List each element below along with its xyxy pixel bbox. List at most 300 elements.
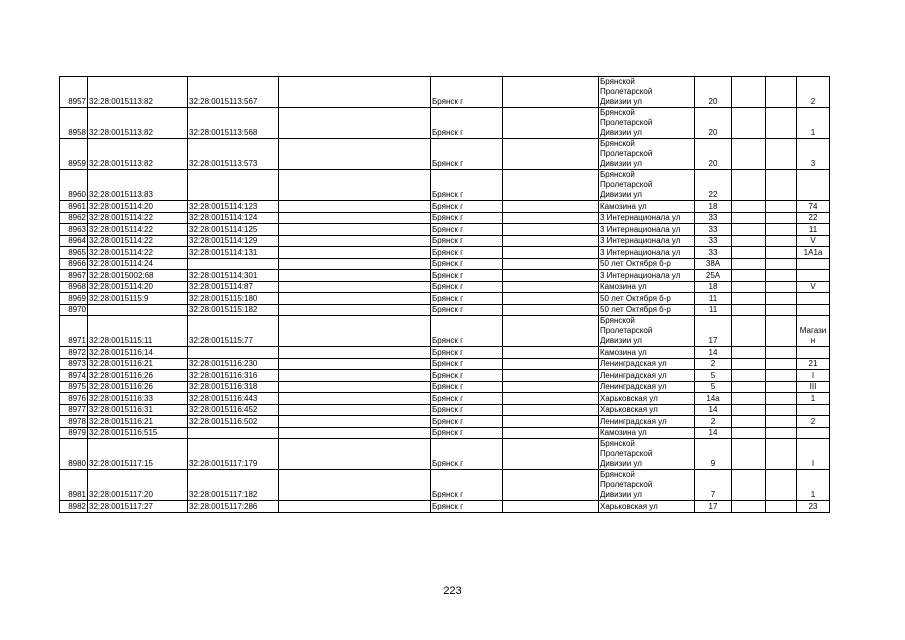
land-cadastral-cell: 32:28:0015117:15 xyxy=(88,439,188,470)
empty-cell-3 xyxy=(732,404,766,416)
street-cell: Харьковская ул xyxy=(599,393,695,405)
empty-cell-2 xyxy=(503,427,599,439)
apartment-cell: 1 xyxy=(797,393,830,405)
empty-cell-4 xyxy=(766,304,797,316)
street-cell: Харьковская ул xyxy=(599,404,695,416)
table-row xyxy=(60,224,830,236)
street-cell: Ленинградская ул xyxy=(599,358,695,370)
row-number-cell: 8980 xyxy=(60,439,88,470)
empty-cell-1 xyxy=(279,281,431,293)
row-number-cell: 8982 xyxy=(60,501,88,513)
object-cadastral-cell: 32:28:0015114:87 xyxy=(188,281,279,293)
street-cell: 50 лет Октября б-р xyxy=(599,293,695,305)
street-cell: 3 Интернационала ул xyxy=(599,224,695,236)
apartment-cell: 11 xyxy=(797,224,830,236)
empty-cell-3 xyxy=(732,212,766,224)
object-cadastral-cell: 32:28:0015114:131 xyxy=(188,247,279,259)
apartment-cell xyxy=(797,304,830,316)
street-cell: 3 Интернационала ул xyxy=(599,235,695,247)
city-cell: Брянск г xyxy=(431,393,503,405)
empty-cell-1 xyxy=(279,108,431,139)
empty-cell-2 xyxy=(503,170,599,201)
row-number-cell: 8979 xyxy=(60,427,88,439)
house-number-cell: 18 xyxy=(695,201,732,213)
table-row xyxy=(60,427,830,439)
empty-cell-4 xyxy=(766,170,797,201)
empty-cell-4 xyxy=(766,77,797,108)
empty-cell-4 xyxy=(766,316,797,347)
house-number-cell: 2 xyxy=(695,416,732,428)
empty-cell-2 xyxy=(503,358,599,370)
street-cell: Ленинградская ул xyxy=(599,381,695,393)
city-cell: Брянск г xyxy=(431,247,503,259)
table-row xyxy=(60,358,830,370)
land-cadastral-cell: 32:28:0015114:20 xyxy=(88,201,188,213)
empty-cell-1 xyxy=(279,470,431,501)
apartment-cell xyxy=(797,347,830,359)
land-cadastral-cell: 32:28:0015116:26 xyxy=(88,381,188,393)
empty-cell-4 xyxy=(766,235,797,247)
street-cell: Камозина ул xyxy=(599,347,695,359)
land-cadastral-cell: 32:28:0015113:82 xyxy=(88,108,188,139)
land-cadastral-cell: 32:28:0015113:82 xyxy=(88,139,188,170)
empty-cell-3 xyxy=(732,293,766,305)
city-cell: Брянск г xyxy=(431,347,503,359)
empty-cell-1 xyxy=(279,370,431,382)
object-cadastral-cell: 32:28:0015117:182 xyxy=(188,470,279,501)
object-cadastral-cell: 32:28:0015115:180 xyxy=(188,293,279,305)
empty-cell-1 xyxy=(279,235,431,247)
object-cadastral-cell: 32:28:0015116:502 xyxy=(188,416,279,428)
city-cell: Брянск г xyxy=(431,293,503,305)
empty-cell-1 xyxy=(279,501,431,513)
empty-cell-3 xyxy=(732,170,766,201)
row-number-cell: 8976 xyxy=(60,393,88,405)
apartment-cell: 74 xyxy=(797,201,830,213)
house-number-cell: 5 xyxy=(695,381,732,393)
table-row xyxy=(60,293,830,305)
row-number-cell: 8958 xyxy=(60,108,88,139)
empty-cell-2 xyxy=(503,304,599,316)
empty-cell-4 xyxy=(766,393,797,405)
street-cell: Брянской Пролетарской Дивизии ул xyxy=(599,170,695,201)
table-row xyxy=(60,501,830,513)
house-number-cell: 14 xyxy=(695,404,732,416)
house-number-cell: 7 xyxy=(695,470,732,501)
city-cell: Брянск г xyxy=(431,235,503,247)
land-cadastral-cell: 32:28:0015114:22 xyxy=(88,235,188,247)
empty-cell-4 xyxy=(766,270,797,282)
object-cadastral-cell: 32:28:0015116:316 xyxy=(188,370,279,382)
empty-cell-2 xyxy=(503,212,599,224)
object-cadastral-cell: 32:28:0015114:301 xyxy=(188,270,279,282)
empty-cell-1 xyxy=(279,316,431,347)
empty-cell-3 xyxy=(732,235,766,247)
table-row xyxy=(60,416,830,428)
object-cadastral-cell: 32:28:0015116:452 xyxy=(188,404,279,416)
empty-cell-4 xyxy=(766,501,797,513)
apartment-cell: I xyxy=(797,439,830,470)
city-cell: Брянск г xyxy=(431,108,503,139)
empty-cell-2 xyxy=(503,381,599,393)
object-cadastral-cell: 32:28:0015114:129 xyxy=(188,235,279,247)
table-row xyxy=(60,470,830,501)
land-cadastral-cell: 32:28:0015116:21 xyxy=(88,416,188,428)
street-cell: Ленинградская ул xyxy=(599,370,695,382)
apartment-cell: 23 xyxy=(797,501,830,513)
city-cell: Брянск г xyxy=(431,258,503,270)
house-number-cell: 20 xyxy=(695,108,732,139)
page-number: 223 xyxy=(443,585,462,597)
table-row xyxy=(60,439,830,470)
house-number-cell: 14 xyxy=(695,427,732,439)
table-row xyxy=(60,139,830,170)
street-cell: Брянской Пролетарской Дивизии ул xyxy=(599,139,695,170)
empty-cell-4 xyxy=(766,470,797,501)
street-cell: Брянской Пролетарской Дивизии ул xyxy=(599,470,695,501)
empty-cell-4 xyxy=(766,416,797,428)
empty-cell-1 xyxy=(279,416,431,428)
empty-cell-4 xyxy=(766,281,797,293)
empty-cell-2 xyxy=(503,501,599,513)
empty-cell-4 xyxy=(766,358,797,370)
land-cadastral-cell: 32:28:0015116:21 xyxy=(88,358,188,370)
empty-cell-3 xyxy=(732,416,766,428)
empty-cell-3 xyxy=(732,139,766,170)
city-cell: Брянск г xyxy=(431,370,503,382)
apartment-cell: 3 xyxy=(797,139,830,170)
empty-cell-4 xyxy=(766,201,797,213)
street-cell: Камозина ул xyxy=(599,201,695,213)
house-number-cell: 2 xyxy=(695,358,732,370)
city-cell: Брянск г xyxy=(431,416,503,428)
land-cadastral-cell: 32:28:0015116:31 xyxy=(88,404,188,416)
apartment-cell: V xyxy=(797,281,830,293)
object-cadastral-cell: 32:28:0015114:124 xyxy=(188,212,279,224)
empty-cell-3 xyxy=(732,370,766,382)
row-number-cell: 8972 xyxy=(60,347,88,359)
house-number-cell: 18 xyxy=(695,281,732,293)
land-cadastral-cell: 32:28:0015114:22 xyxy=(88,224,188,236)
street-cell: 50 лет Октября б-р xyxy=(599,258,695,270)
table-row xyxy=(60,258,830,270)
land-cadastral-cell: 32:28:0015002:68 xyxy=(88,270,188,282)
row-number-cell: 8973 xyxy=(60,358,88,370)
row-number-cell: 8971 xyxy=(60,316,88,347)
empty-cell-1 xyxy=(279,139,431,170)
city-cell: Брянск г xyxy=(431,381,503,393)
street-cell: 3 Интернационала ул xyxy=(599,212,695,224)
apartment-cell xyxy=(797,427,830,439)
house-number-cell: 14 xyxy=(695,347,732,359)
empty-cell-1 xyxy=(279,347,431,359)
empty-cell-1 xyxy=(279,427,431,439)
row-number-cell: 8966 xyxy=(60,258,88,270)
apartment-cell: I xyxy=(797,370,830,382)
land-cadastral-cell: 32:28:0015117:27 xyxy=(88,501,188,513)
empty-cell-4 xyxy=(766,439,797,470)
land-cadastral-cell: 32:28:0015115:11 xyxy=(88,316,188,347)
apartment-cell: 1 xyxy=(797,470,830,501)
apartment-cell: 22 xyxy=(797,212,830,224)
apartment-cell: III xyxy=(797,381,830,393)
row-number-cell: 8977 xyxy=(60,404,88,416)
table-row xyxy=(60,304,830,316)
row-number-cell: 8968 xyxy=(60,281,88,293)
row-number-cell: 8981 xyxy=(60,470,88,501)
house-number-cell: 33 xyxy=(695,212,732,224)
land-cadastral-cell: 32:28:0015116:26 xyxy=(88,370,188,382)
empty-cell-2 xyxy=(503,370,599,382)
empty-cell-1 xyxy=(279,270,431,282)
empty-cell-2 xyxy=(503,108,599,139)
street-cell: 3 Интернационала ул xyxy=(599,247,695,259)
empty-cell-2 xyxy=(503,139,599,170)
object-cadastral-cell: 32:28:0015113:573 xyxy=(188,139,279,170)
empty-cell-3 xyxy=(732,381,766,393)
house-number-cell: 22 xyxy=(695,170,732,201)
house-number-cell: 20 xyxy=(695,139,732,170)
table-row xyxy=(60,235,830,247)
empty-cell-1 xyxy=(279,304,431,316)
street-cell: 3 Интернационала ул xyxy=(599,270,695,282)
empty-cell-1 xyxy=(279,170,431,201)
table-row xyxy=(60,77,830,108)
empty-cell-1 xyxy=(279,381,431,393)
row-number-cell: 8970 xyxy=(60,304,88,316)
empty-cell-3 xyxy=(732,270,766,282)
land-cadastral-cell: 32:28:0015116:33 xyxy=(88,393,188,405)
city-cell: Брянск г xyxy=(431,439,503,470)
empty-cell-2 xyxy=(503,393,599,405)
empty-cell-4 xyxy=(766,258,797,270)
empty-cell-4 xyxy=(766,212,797,224)
row-number-cell: 8960 xyxy=(60,170,88,201)
empty-cell-1 xyxy=(279,212,431,224)
street-cell: Ленинградская ул xyxy=(599,416,695,428)
registry-body xyxy=(60,77,830,513)
land-cadastral-cell: 32:28:0015114:22 xyxy=(88,247,188,259)
object-cadastral-cell: 32:28:0015117:286 xyxy=(188,501,279,513)
empty-cell-3 xyxy=(732,316,766,347)
city-cell: Брянск г xyxy=(431,316,503,347)
street-cell: 50 лет Октября б-р xyxy=(599,304,695,316)
apartment-cell: 2 xyxy=(797,77,830,108)
empty-cell-1 xyxy=(279,77,431,108)
row-number-cell: 8961 xyxy=(60,201,88,213)
empty-cell-2 xyxy=(503,316,599,347)
empty-cell-2 xyxy=(503,224,599,236)
land-cadastral-cell: 32:28:0015116:14 xyxy=(88,347,188,359)
empty-cell-4 xyxy=(766,347,797,359)
street-cell: Брянской Пролетарской Дивизии ул xyxy=(599,108,695,139)
apartment-cell xyxy=(797,293,830,305)
city-cell: Брянск г xyxy=(431,501,503,513)
empty-cell-3 xyxy=(732,347,766,359)
empty-cell-4 xyxy=(766,381,797,393)
city-cell: Брянск г xyxy=(431,427,503,439)
land-cadastral-cell: 32:28:0015114:24 xyxy=(88,258,188,270)
row-number-cell: 8959 xyxy=(60,139,88,170)
empty-cell-3 xyxy=(732,470,766,501)
empty-cell-1 xyxy=(279,404,431,416)
table-row xyxy=(60,381,830,393)
house-number-cell: 20 xyxy=(695,77,732,108)
object-cadastral-cell: 32:28:0015113:567 xyxy=(188,77,279,108)
house-number-cell: 25А xyxy=(695,270,732,282)
house-number-cell: 38А xyxy=(695,258,732,270)
object-cadastral-cell xyxy=(188,427,279,439)
city-cell: Брянск г xyxy=(431,212,503,224)
house-number-cell: 17 xyxy=(695,316,732,347)
object-cadastral-cell: 32:28:0015115:77 xyxy=(188,316,279,347)
city-cell: Брянск г xyxy=(431,77,503,108)
house-number-cell: 33 xyxy=(695,224,732,236)
row-number-cell: 8963 xyxy=(60,224,88,236)
object-cadastral-cell: 32:28:0015114:123 xyxy=(188,201,279,213)
house-number-cell: 33 xyxy=(695,247,732,259)
empty-cell-1 xyxy=(279,439,431,470)
empty-cell-3 xyxy=(732,501,766,513)
city-cell: Брянск г xyxy=(431,281,503,293)
object-cadastral-cell: 32:28:0015116:230 xyxy=(188,358,279,370)
empty-cell-3 xyxy=(732,393,766,405)
object-cadastral-cell xyxy=(188,258,279,270)
table-row xyxy=(60,281,830,293)
empty-cell-1 xyxy=(279,358,431,370)
city-cell: Брянск г xyxy=(431,470,503,501)
apartment-cell: Магази н xyxy=(797,316,830,347)
house-number-cell: 14а xyxy=(695,393,732,405)
empty-cell-4 xyxy=(766,108,797,139)
empty-cell-1 xyxy=(279,201,431,213)
land-cadastral-cell xyxy=(88,304,188,316)
object-cadastral-cell: 32:28:0015116:318 xyxy=(188,381,279,393)
row-number-cell: 8974 xyxy=(60,370,88,382)
street-cell: Харьковская ул xyxy=(599,501,695,513)
land-cadastral-cell: 32:28:0015113:82 xyxy=(88,77,188,108)
empty-cell-4 xyxy=(766,224,797,236)
apartment-cell xyxy=(797,404,830,416)
table-row xyxy=(60,393,830,405)
table-row xyxy=(60,270,830,282)
city-cell: Брянск г xyxy=(431,358,503,370)
apartment-cell xyxy=(797,258,830,270)
empty-cell-3 xyxy=(732,258,766,270)
empty-cell-2 xyxy=(503,439,599,470)
empty-cell-2 xyxy=(503,247,599,259)
table-row xyxy=(60,404,830,416)
empty-cell-3 xyxy=(732,358,766,370)
empty-cell-3 xyxy=(732,247,766,259)
row-number-cell: 8969 xyxy=(60,293,88,305)
house-number-cell: 11 xyxy=(695,293,732,305)
empty-cell-1 xyxy=(279,247,431,259)
empty-cell-2 xyxy=(503,416,599,428)
table-row xyxy=(60,247,830,259)
empty-cell-2 xyxy=(503,258,599,270)
city-cell: Брянск г xyxy=(431,304,503,316)
row-number-cell: 8978 xyxy=(60,416,88,428)
object-cadastral-cell: 32:28:0015117:179 xyxy=(188,439,279,470)
object-cadastral-cell: 32:28:0015116:443 xyxy=(188,393,279,405)
empty-cell-2 xyxy=(503,77,599,108)
empty-cell-1 xyxy=(279,393,431,405)
land-cadastral-cell: 32:28:0015116:515 xyxy=(88,427,188,439)
empty-cell-2 xyxy=(503,404,599,416)
house-number-cell: 11 xyxy=(695,304,732,316)
empty-cell-3 xyxy=(732,201,766,213)
empty-cell-4 xyxy=(766,427,797,439)
object-cadastral-cell xyxy=(188,170,279,201)
empty-cell-4 xyxy=(766,247,797,259)
empty-cell-4 xyxy=(766,404,797,416)
empty-cell-4 xyxy=(766,370,797,382)
empty-cell-3 xyxy=(732,108,766,139)
street-cell: Брянской Пролетарской Дивизии ул xyxy=(599,77,695,108)
city-cell: Брянск г xyxy=(431,404,503,416)
land-cadastral-cell: 32:28:0015114:20 xyxy=(88,281,188,293)
table-row xyxy=(60,316,830,347)
empty-cell-2 xyxy=(503,281,599,293)
apartment-cell: 1 xyxy=(797,108,830,139)
empty-cell-3 xyxy=(732,439,766,470)
table-row xyxy=(60,212,830,224)
city-cell: Брянск г xyxy=(431,224,503,236)
empty-cell-2 xyxy=(503,470,599,501)
empty-cell-3 xyxy=(732,281,766,293)
city-cell: Брянск г xyxy=(431,270,503,282)
apartment-cell: V xyxy=(797,235,830,247)
empty-cell-1 xyxy=(279,224,431,236)
empty-cell-1 xyxy=(279,258,431,270)
empty-cell-4 xyxy=(766,139,797,170)
row-number-cell: 8964 xyxy=(60,235,88,247)
table-row xyxy=(60,347,830,359)
row-number-cell: 8967 xyxy=(60,270,88,282)
table-row xyxy=(60,370,830,382)
object-cadastral-cell xyxy=(188,347,279,359)
street-cell: Брянской Пролетарской Дивизии ул xyxy=(599,439,695,470)
table-row xyxy=(60,201,830,213)
empty-cell-2 xyxy=(503,201,599,213)
house-number-cell: 33 xyxy=(695,235,732,247)
table-row xyxy=(60,170,830,201)
object-cadastral-cell: 32:28:0015114:125 xyxy=(188,224,279,236)
empty-cell-3 xyxy=(732,77,766,108)
row-number-cell: 8957 xyxy=(60,77,88,108)
city-cell: Брянск г xyxy=(431,170,503,201)
empty-cell-3 xyxy=(732,427,766,439)
house-number-cell: 17 xyxy=(695,501,732,513)
street-cell: Брянской Пролетарской Дивизии ул xyxy=(599,316,695,347)
house-number-cell: 5 xyxy=(695,370,732,382)
row-number-cell: 8962 xyxy=(60,212,88,224)
registry-table xyxy=(59,76,830,513)
row-number-cell: 8975 xyxy=(60,381,88,393)
table-row xyxy=(60,108,830,139)
apartment-cell xyxy=(797,270,830,282)
apartment-cell: 21 xyxy=(797,358,830,370)
city-cell: Брянск г xyxy=(431,139,503,170)
empty-cell-3 xyxy=(732,304,766,316)
city-cell: Брянск г xyxy=(431,201,503,213)
object-cadastral-cell: 32:28:0015115:182 xyxy=(188,304,279,316)
row-number-cell: 8965 xyxy=(60,247,88,259)
street-cell: Камозина ул xyxy=(599,281,695,293)
land-cadastral-cell: 32:28:0015115:9 xyxy=(88,293,188,305)
land-cadastral-cell: 32:28:0015113:83 xyxy=(88,170,188,201)
